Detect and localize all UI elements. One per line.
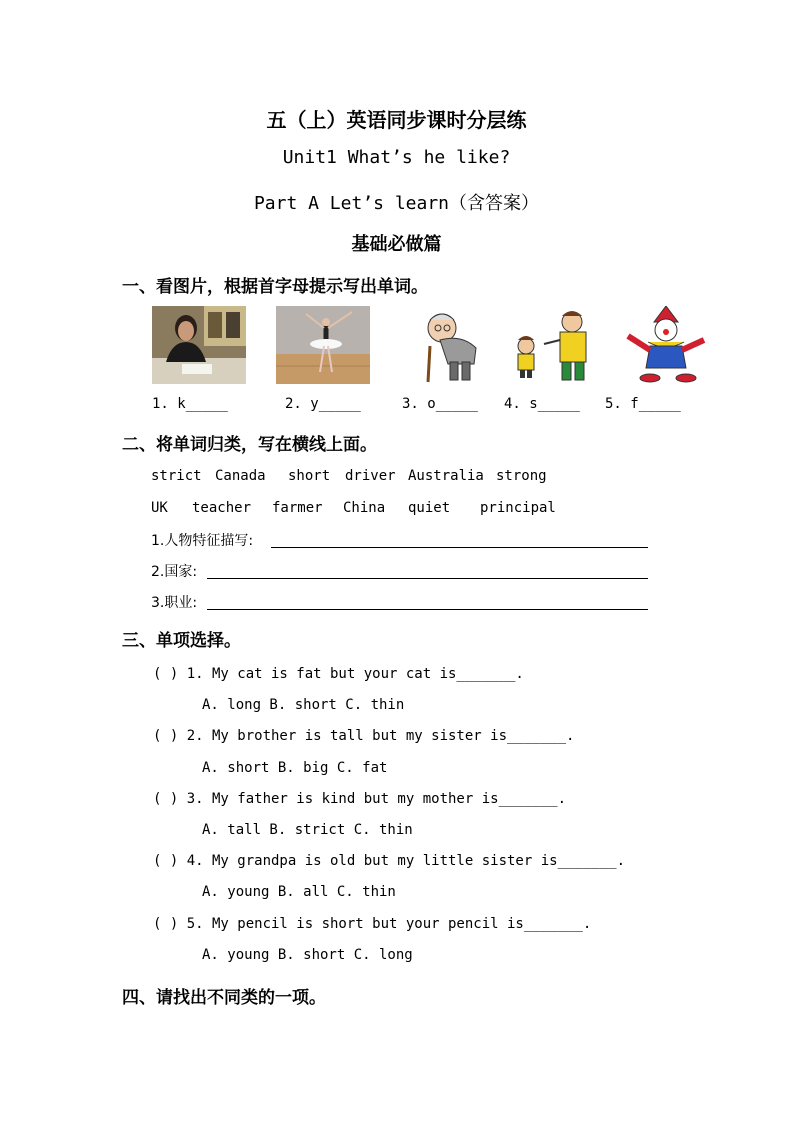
level-title: 基础必做篇	[351, 234, 442, 255]
options-4: A. young B. all C. thin	[202, 884, 396, 900]
category-traits-line[interactable]	[271, 547, 648, 548]
word-item: farmer	[272, 500, 323, 516]
question-1: ( ) 1. My cat is fat but your cat is_______.	[153, 666, 524, 682]
ballerina-dancer-photo	[276, 306, 370, 384]
word-item: strong	[496, 468, 547, 484]
options-1: A. long B. short C. thin	[202, 697, 405, 713]
word-item: driver	[345, 468, 396, 484]
word-item: quiet	[408, 500, 451, 516]
teacher-at-desk-photo	[152, 306, 246, 384]
category-countries-line[interactable]	[207, 578, 648, 579]
options-2: A. short B. big C. fat	[202, 760, 388, 776]
category-traits-label: 1.人物特征描写:	[151, 533, 254, 549]
short-and-tall-people-icon	[510, 306, 604, 384]
section3-heading: 三、单项选择。	[122, 631, 241, 651]
old-man-with-cane-icon	[416, 306, 510, 384]
question-5: ( ) 5. My pencil is short but your pencil is_______.	[153, 916, 592, 932]
clown-icon	[620, 306, 714, 384]
word-item: Canada	[215, 468, 266, 484]
question-3: ( ) 3. My father is kind but my mother is_______.	[153, 791, 567, 807]
category-jobs-label: 3.职业:	[151, 595, 198, 611]
blank-3: 3. o_____	[402, 396, 478, 412]
part-title: Part A Let’s learn（含答案）	[253, 193, 540, 214]
word-item: strict	[151, 468, 202, 484]
word-item: UK	[151, 500, 168, 516]
blank-2: 2. y_____	[285, 396, 361, 412]
question-4: ( ) 4. My grandpa is old but my little sister is_______.	[153, 853, 626, 869]
unit-title: Unit1 What’s he like?	[282, 147, 511, 168]
question-2: ( ) 2. My brother is tall but my sister is_______.	[153, 728, 575, 744]
section4-heading: 四、请找出不同类的一项。	[122, 988, 326, 1008]
options-3: A. tall B. strict C. thin	[202, 822, 413, 838]
blank-4: 4. s_____	[504, 396, 580, 412]
section1-heading: 一、看图片，根据首字母提示写出单词。	[122, 277, 428, 297]
word-item: teacher	[192, 500, 252, 516]
word-item: China	[343, 500, 386, 516]
section2-heading: 二、将单词归类，写在横线上面。	[122, 435, 377, 455]
word-item: principal	[480, 500, 556, 516]
word-item: Australia	[408, 468, 484, 484]
blank-1: 1. k_____	[152, 396, 228, 412]
page-title: 五（上）英语同步课时分层练	[266, 108, 527, 132]
category-jobs-line[interactable]	[207, 609, 648, 610]
options-5: A. young B. short C. long	[202, 947, 413, 963]
blank-5: 5. f_____	[605, 396, 681, 412]
word-item: short	[288, 468, 331, 484]
category-countries-label: 2.国家:	[151, 564, 198, 580]
